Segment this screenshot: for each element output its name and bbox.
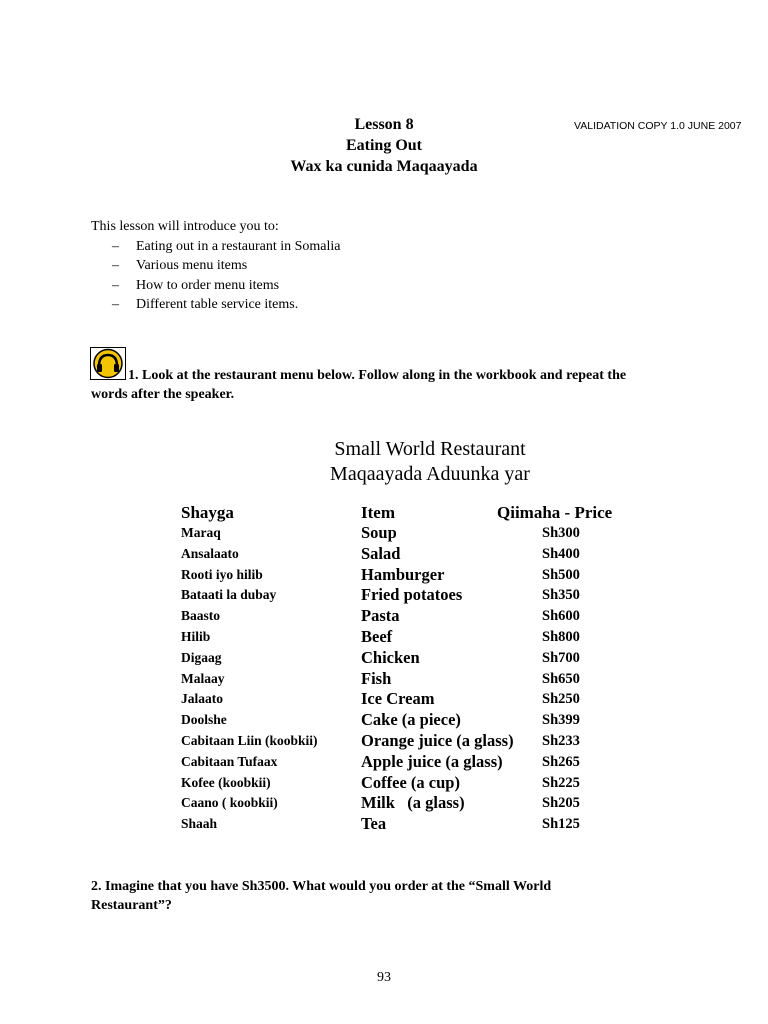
menu-cell-price: Sh125 bbox=[542, 816, 580, 833]
column-header-price: Qiimaha - Price bbox=[497, 503, 613, 522]
menu-cell-price: Sh650 bbox=[542, 670, 580, 687]
menu-cell-somali: Bataati la dubay bbox=[181, 587, 277, 603]
exercise-2-line-1: 2. Imagine that you have Sh3500. What would you order at the “Small World bbox=[91, 879, 552, 894]
menu-cell-item: Apple juice (a glass) bbox=[361, 751, 503, 771]
list-item: – Various menu items bbox=[112, 258, 248, 274]
menu-cell-price: Sh233 bbox=[542, 733, 580, 749]
menu-cell-item: Cake (a piece) bbox=[361, 710, 461, 730]
menu-cell-item: Chicken bbox=[361, 647, 420, 667]
intro-text: This lesson will introduce you to: bbox=[91, 219, 279, 234]
list-item-text: Various menu items bbox=[136, 258, 248, 274]
intro-objectives-list bbox=[112, 237, 341, 314]
exercise-1-instructions bbox=[91, 366, 701, 404]
menu-cell-somali: Maraq bbox=[181, 525, 221, 540]
lesson-title-somali: Wax ka cunida Maqaayada bbox=[290, 158, 478, 175]
lesson-number: Lesson 8 bbox=[354, 116, 414, 133]
list-item: – How to order menu items bbox=[112, 277, 280, 293]
menu-cell-somali: Shaah bbox=[181, 816, 218, 832]
menu-cell-item: Fried potatoes bbox=[361, 585, 463, 605]
exercise-2-question bbox=[91, 877, 651, 915]
menu-cell-price: Sh225 bbox=[542, 774, 580, 791]
menu-cell-somali: Cabitaan Liin (koobkii) bbox=[181, 733, 318, 748]
menu-title-somali: Maqaayada Aduunka yar bbox=[330, 463, 530, 485]
exercise-1-line-2: words after the speaker. bbox=[91, 387, 235, 402]
menu-cell-somali: Hilib bbox=[181, 629, 211, 644]
menu-cell-item: Coffee (a cup) bbox=[361, 772, 460, 792]
column-header-item: Item bbox=[361, 503, 395, 522]
menu-cell-price: Sh350 bbox=[542, 587, 580, 604]
menu-cell-item: Ice Cream bbox=[361, 689, 435, 709]
list-item: – Different table service items. bbox=[112, 296, 299, 312]
page-number: 93 bbox=[377, 970, 391, 985]
menu-cell-somali: Doolshe bbox=[181, 712, 227, 728]
list-item-text: Eating out in a restaurant in Somalia bbox=[136, 239, 341, 254]
menu-cell-price: Sh300 bbox=[542, 525, 580, 541]
menu-cell-somali: Jalaato bbox=[181, 691, 223, 707]
menu-cell-price: Sh800 bbox=[542, 629, 580, 645]
lesson-title-english: Eating Out bbox=[345, 137, 422, 154]
menu-cell-somali: Malaay bbox=[181, 670, 225, 686]
exercise-1-line-1: 1. Look at the restaurant menu below. Follow along in the workbook and repeat the bbox=[128, 368, 627, 383]
list-item-text: Different table service items. bbox=[136, 296, 299, 312]
exercise-2-line-2: Restaurant”? bbox=[91, 898, 172, 913]
menu-cell-item: Beef bbox=[361, 627, 393, 646]
menu-cell-somali: Ansalaato bbox=[181, 545, 239, 561]
menu-cell-somali: Cabitaan Tufaax bbox=[181, 753, 278, 769]
column-header-somali: Shayga bbox=[181, 503, 234, 522]
menu-cell-price: Sh250 bbox=[542, 691, 580, 708]
menu-title-english: Small World Restaurant bbox=[334, 438, 526, 460]
validation-note: VALIDATION COPY 1.0 JUNE 2007 bbox=[574, 120, 742, 132]
menu-cell-price: Sh399 bbox=[542, 712, 580, 729]
list-item-text: How to order menu items bbox=[136, 277, 280, 293]
menu-cell-price: Sh205 bbox=[542, 795, 580, 812]
menu-cell-price: Sh600 bbox=[542, 608, 580, 625]
menu-cell-item: Hamburger bbox=[361, 564, 445, 584]
menu-cell-item: Soup bbox=[361, 523, 397, 542]
menu-cell-item: Tea bbox=[361, 814, 387, 834]
menu-cell-price: Sh265 bbox=[542, 753, 580, 770]
menu-cell-somali: Rooti iyo hilib bbox=[181, 566, 263, 582]
menu-cell-item: Pasta bbox=[361, 606, 400, 626]
menu-cell-item: Orange juice (a glass) bbox=[361, 731, 514, 750]
menu-cell-price: Sh500 bbox=[542, 566, 580, 583]
menu-cell-price: Sh700 bbox=[542, 649, 580, 666]
menu-cell-somali: Digaag bbox=[181, 649, 222, 665]
menu-cell-somali: Caano ( koobkii) bbox=[181, 795, 278, 811]
menu-cell-somali: Kofee (koobkii) bbox=[181, 774, 271, 790]
menu-cell-item: Milk (a glass) bbox=[361, 793, 465, 813]
menu-cell-somali: Baasto bbox=[181, 608, 221, 624]
menu-cell-price: Sh400 bbox=[542, 545, 580, 562]
menu-cell-item: Salad bbox=[361, 543, 401, 563]
menu-cell-item: Fish bbox=[361, 668, 392, 688]
list-item: – Eating out in a restaurant in Somalia bbox=[112, 239, 341, 254]
